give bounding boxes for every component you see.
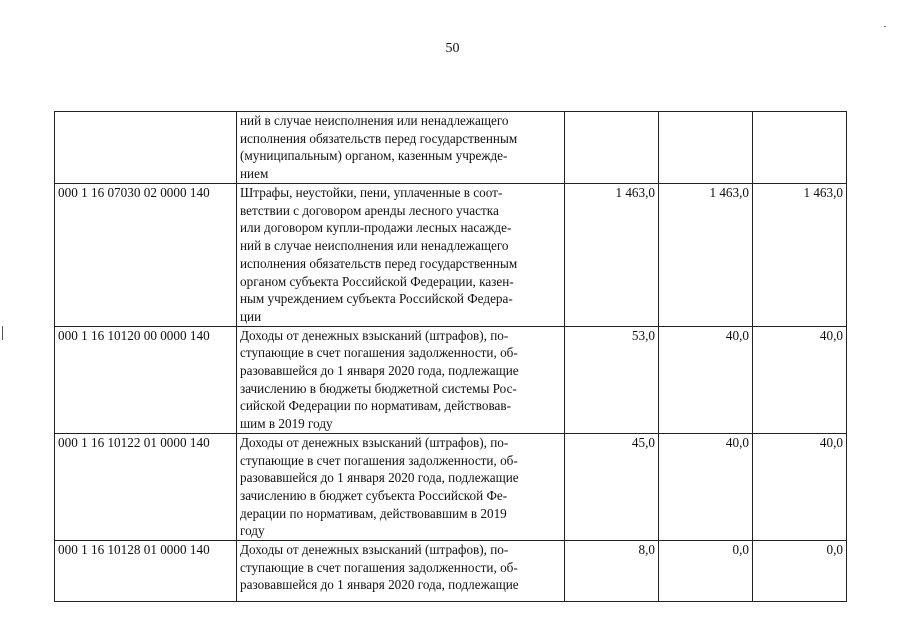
description-line: сийской Федерации по нормативам, действовав- [240, 398, 511, 414]
description-line: Штрафы, неустойки, пени, уплаченные в соот- [240, 185, 503, 200]
description-line: году [240, 523, 265, 539]
description-line: органом субъекта Российской Федерации, казен- [240, 273, 514, 289]
description-line: ным учреждением субъекта Российской Федера- [240, 291, 513, 307]
description-line: Доходы от денежных взысканий (штрафов), по- [240, 327, 509, 343]
description-line: разовавшейся до 1 января 2020 года, подлежащие [240, 577, 519, 593]
amount-cell-3 [753, 112, 847, 184]
budget-code-cell: 000 1 16 10128 01 0000 140 [55, 541, 237, 602]
description-line: ний в случае неисполнения или ненадлежащего [240, 238, 509, 254]
amount-cell-2: 0,0 [659, 541, 753, 602]
amount-cell-2: 1 463,0 [659, 184, 753, 327]
description-cell [237, 541, 565, 602]
description-line: разовавшейся до 1 января 2020 года, подлежащие [240, 470, 519, 486]
amount-cell-3: 1 463,0 [753, 184, 847, 327]
table-row [55, 541, 847, 602]
description-line: дерации по нормативам, действовавшим в 2019 [240, 505, 507, 521]
description-cell [237, 326, 565, 433]
description-line: нием [240, 166, 269, 182]
page-number: 50 [445, 41, 460, 56]
description-line: шим в 2019 году [240, 416, 333, 432]
budget-code-cell: 000 1 16 07030 02 0000 140 [55, 184, 237, 327]
description-line: Доходы от денежных взысканий (штрафов), по- [240, 434, 509, 450]
amount-cell-2: 40,0 [659, 433, 753, 540]
scan-artifact [884, 26, 886, 27]
description-line: Доходы от денежных взысканий (штрафов), по- [240, 542, 509, 558]
description-line: ветствии с договором аренды лесного участка [240, 202, 499, 218]
description-line: ступающие в счет погашения задолженности, об- [240, 559, 518, 575]
description-line: исполнения обязательств перед государственным [240, 255, 518, 271]
description-cell [237, 433, 565, 540]
amount-cell-3: 40,0 [753, 433, 847, 540]
budget-code-cell: 000 1 16 10120 00 0000 140 [55, 326, 237, 433]
amount-cell-1: 45,0 [565, 433, 659, 540]
description-cell [237, 112, 565, 184]
description-line: зачислению в бюджеты бюджетной системы Рос- [240, 380, 517, 396]
amount-cell-1 [565, 112, 659, 184]
amount-cell-3: 0,0 [753, 541, 847, 602]
amount-cell-2 [659, 112, 753, 184]
description-line: или договором купли-продажи лесных насажде- [240, 220, 512, 236]
description-line: зачислению в бюджет субъекта Российской Фе- [240, 487, 508, 503]
table-row [55, 326, 847, 433]
description-line: исполнения обязательств перед государственным [240, 130, 518, 146]
table-row [55, 433, 847, 540]
amount-cell-1: 53,0 [565, 326, 659, 433]
amount-cell-1: 8,0 [565, 541, 659, 602]
amount-cell-2: 40,0 [659, 326, 753, 433]
table-row [55, 112, 847, 184]
description-cell [237, 184, 565, 327]
amount-cell-3: 40,0 [753, 326, 847, 433]
table-row [55, 184, 847, 327]
amount-cell-1: 1 463,0 [565, 184, 659, 327]
description-line: ний в случае неисполнения или ненадлежащего [240, 113, 509, 128]
description-line: (муниципальным) органом, казенным учрежде- [240, 148, 508, 164]
description-line: разовавшейся до 1 января 2020 года, подлежащие [240, 363, 519, 379]
budget-income-table [54, 111, 847, 602]
description-line: ции [240, 308, 262, 324]
budget-code-cell [55, 112, 237, 184]
description-line: ступающие в счет погашения задолженности, об- [240, 452, 518, 468]
description-line: ступающие в счет погашения задолженности, об- [240, 345, 518, 361]
margin-mark [2, 326, 3, 340]
budget-code-cell: 000 1 16 10122 01 0000 140 [55, 433, 237, 540]
